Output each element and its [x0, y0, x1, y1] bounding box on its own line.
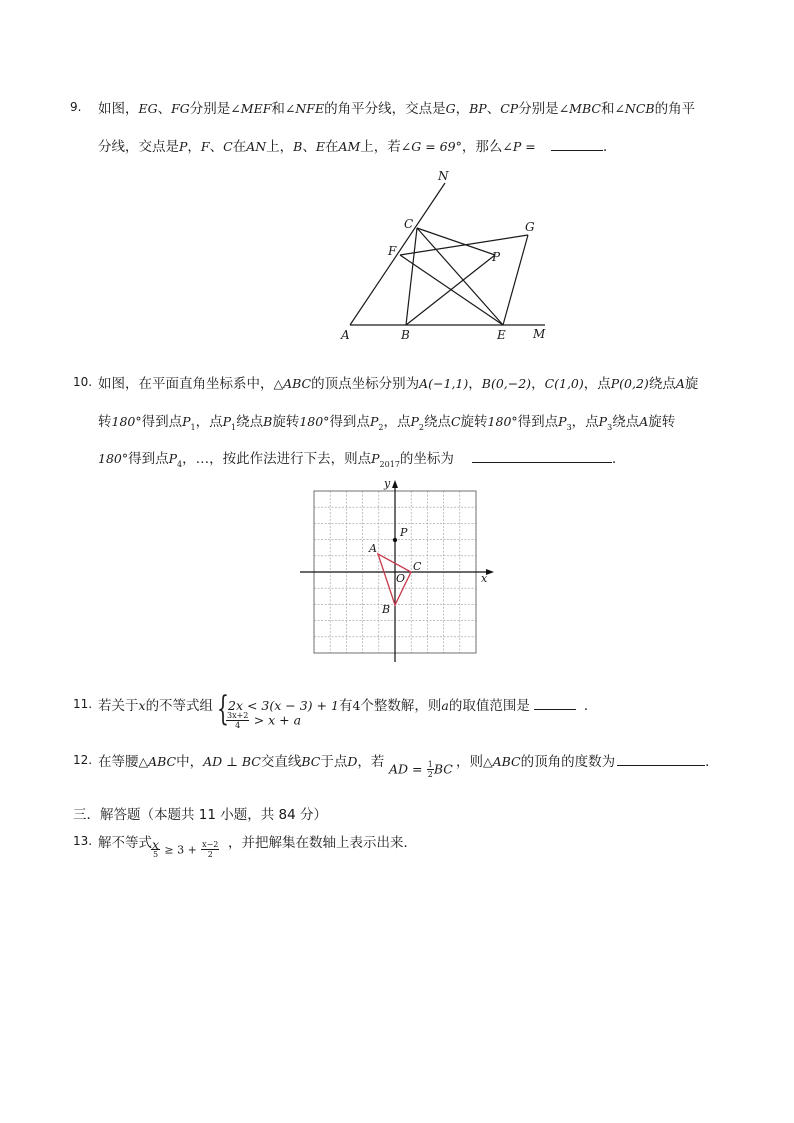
text-run: 和 [600, 101, 615, 117]
label-o: O [396, 572, 406, 585]
math-run: BP [469, 101, 487, 116]
math-run: △ABC [138, 754, 177, 769]
q12-half: $\frac{1}{2}$ [427, 760, 433, 779]
label-p: P [492, 250, 501, 264]
math-sub-run: $P_1$ [222, 414, 237, 432]
text-run: 和 [271, 101, 285, 117]
text-run: 中， [176, 754, 204, 770]
q10-tail: ． [612, 451, 626, 467]
text-run: 得到点 [128, 451, 169, 467]
text-run: 绕点 [612, 414, 640, 430]
q13-number: 13. [73, 834, 93, 848]
text-run: 上， [266, 139, 294, 155]
math-run: AN [246, 139, 267, 154]
math-sub-run: $P_4$ [168, 451, 183, 469]
q9-tail: ． [603, 139, 617, 155]
text-run: 分线，交点是 [98, 139, 179, 155]
math-sub-run: $P_3$ [598, 414, 613, 432]
text-run: 旋 [684, 376, 699, 392]
text-run: 、 [302, 139, 316, 155]
text-run: ，点 [195, 414, 223, 430]
math-run: C [223, 139, 233, 154]
math-run: EG [138, 101, 158, 116]
text-run: 、 [209, 139, 224, 155]
math-run: B(0,−2) [481, 376, 532, 391]
text-run: 得到点 [141, 414, 183, 430]
text-run: 的角平 [654, 101, 696, 117]
q11-number: 11. [73, 697, 93, 711]
label-e: E [497, 328, 506, 342]
text-run: ， [187, 139, 201, 155]
math-sub-run: $P_3$ [558, 414, 572, 432]
label-c: C [413, 560, 422, 573]
text-run: 旋转 [272, 414, 300, 430]
text-run: ，若 [357, 754, 385, 770]
q11-count: 4 [352, 698, 361, 713]
text-run: 上，若 [360, 139, 401, 155]
q10-line2 [98, 410, 675, 430]
text-run: 在 [324, 139, 339, 155]
text-run: 绕点 [648, 376, 676, 392]
q10-number: 10. [73, 375, 93, 389]
math-run: A [675, 376, 685, 391]
math-run: B [263, 414, 273, 429]
text-run: 分别是 [189, 101, 231, 117]
q11-mid: 的不等式组 [145, 698, 214, 714]
section3-title: 三．解答题（本题共 11 小题，共 84 分） [73, 807, 328, 823]
label-x: x [481, 572, 488, 585]
segment-fg [400, 235, 528, 255]
q13-frac2: $\frac{x-2}{2}$ [202, 840, 219, 859]
point-p [393, 538, 397, 542]
q9-line1 [98, 97, 695, 117]
math-run: 180° [111, 414, 142, 429]
text-run: 转 [98, 414, 112, 430]
q12-ad-equation: AD = $\frac{1}{2}$ BC [389, 760, 453, 779]
math-run: P(0,2) [610, 376, 649, 391]
math-run: ∠P = [502, 139, 536, 154]
q11-post: 个整数解，则 [360, 698, 442, 714]
segment-cb [406, 228, 417, 325]
math-run: F [200, 139, 210, 154]
label-c: C [404, 217, 414, 231]
math-run: E [315, 139, 325, 154]
q11-line [98, 694, 213, 714]
text-run: 、 [486, 101, 501, 117]
text-run: ，点 [571, 414, 599, 430]
q11-frac: $\frac{3x+2}{4}$ [227, 711, 249, 730]
math-run: P [179, 139, 188, 154]
q10-line1 [98, 372, 698, 392]
text-run: 旋转 [460, 414, 488, 430]
text-run: 在 [232, 139, 247, 155]
q11-a: a [441, 698, 449, 713]
text-run: 的坐标为 [399, 451, 454, 467]
q11-has: 有 [338, 698, 353, 714]
text-run: 得到点 [517, 414, 559, 430]
math-sub-run: $P_1$ [182, 414, 196, 432]
text-run: 在等腰 [98, 754, 139, 770]
text-run: 绕点 [423, 414, 451, 430]
q11-brace: { [217, 689, 229, 729]
math-run: BC [301, 754, 321, 769]
text-run: ，…，按此作法进行下去，则点 [182, 451, 372, 467]
label-b: B [382, 603, 391, 616]
q9-answer-blank [551, 135, 617, 155]
label-y: y [384, 478, 391, 490]
label-g: G [525, 220, 535, 234]
label-n: N [438, 169, 449, 183]
q13-inequality: $\frac{x}{5}$ ≥ 3 + $\frac{x-2}{2}$ [152, 837, 219, 859]
math-run: AD ⊥ BC [203, 754, 261, 769]
label-m: M [533, 327, 546, 341]
text-run: 得到点 [329, 414, 370, 430]
segment-fe [400, 255, 503, 325]
q11-answer-blank [534, 696, 576, 710]
q11-ineq2-rest: > x + a [253, 712, 302, 728]
math-run: C(1,0) [544, 376, 584, 391]
q11-pre: 若关于 [98, 698, 139, 714]
line-an [350, 183, 445, 325]
text-run: ， [455, 101, 470, 117]
math-run: ∠NCB [614, 101, 655, 116]
text-run: ， [468, 376, 482, 392]
label-b: B [401, 328, 410, 342]
text-run: ，点 [583, 376, 611, 392]
q13-pre: 解不等式 [98, 835, 152, 851]
math-run: ∠MEF [230, 101, 272, 116]
text-run: 的角平分线，交点是 [324, 101, 446, 117]
math-run: D [347, 754, 358, 769]
text-run: 绕点 [236, 414, 264, 430]
q11-var: x [138, 698, 146, 713]
q11-ineq1: 2x < 3(x − 3) + 1 [228, 698, 339, 713]
math-run: B [293, 139, 303, 154]
math-sub-run: $P_2$ [410, 414, 424, 432]
math-run: A [639, 414, 649, 429]
math-sub-run: $P_{2017}$ [371, 451, 400, 469]
math-run: G [445, 101, 456, 116]
text-run: ，那么 [461, 139, 503, 155]
q9-line2 [98, 135, 536, 155]
math-run: AM [338, 139, 361, 154]
label-f: F [388, 244, 397, 258]
q11-post2: 的取值范围是 [448, 698, 530, 714]
math-run: A(−1,1) [419, 376, 469, 391]
q12-answer-blank [617, 752, 705, 766]
q10-line3 [98, 447, 454, 467]
math-run: 180° [98, 451, 129, 466]
q12-number: 12. [73, 753, 93, 767]
text-run: 如图，在平面直角坐标系中， [98, 376, 274, 392]
math-run: FG [171, 101, 190, 116]
label-a: A [369, 542, 377, 555]
label-a: A [341, 328, 350, 342]
q13-frac1: $\frac{x}{5}$ [152, 837, 160, 859]
q11-ineq2 [226, 711, 301, 730]
q12-rest: ，则△ABC的顶角的度数为 ． [456, 754, 719, 770]
math-run: ∠NFE [284, 101, 325, 116]
q10-answer-blank [472, 447, 626, 467]
text-run: 于点 [320, 754, 348, 770]
text-run: 如图， [98, 101, 139, 117]
text-run: 交直线 [260, 754, 302, 770]
text-run: ，点 [383, 414, 411, 430]
label-p: P [400, 526, 408, 539]
segment-ge [503, 235, 528, 325]
q9-number: 9. [70, 100, 82, 114]
text-run: 旋转 [648, 414, 676, 430]
text-run: ， [531, 376, 545, 392]
q12-line [98, 750, 384, 770]
q11-tail: ． [583, 698, 598, 714]
q10-coordinate-grid [298, 478, 498, 666]
math-sub-run: $P_2$ [369, 414, 384, 432]
q13-post: ，并把解集在数轴上表示出来． [228, 835, 417, 851]
math-run: ∠G = 69° [400, 139, 462, 154]
text-run: 、 [157, 101, 172, 117]
text-run: 分别是 [518, 101, 559, 117]
q9-figure [330, 165, 560, 345]
y-axis-arrow [392, 480, 398, 488]
text-run: 的顶点坐标分别为 [311, 376, 420, 392]
math-run: 180° [487, 414, 518, 429]
math-run: 180° [299, 414, 330, 429]
math-run: △ABC [273, 376, 312, 391]
math-run: CP [500, 101, 519, 116]
math-run: C [450, 414, 461, 429]
math-run: ∠MBC [558, 101, 601, 116]
